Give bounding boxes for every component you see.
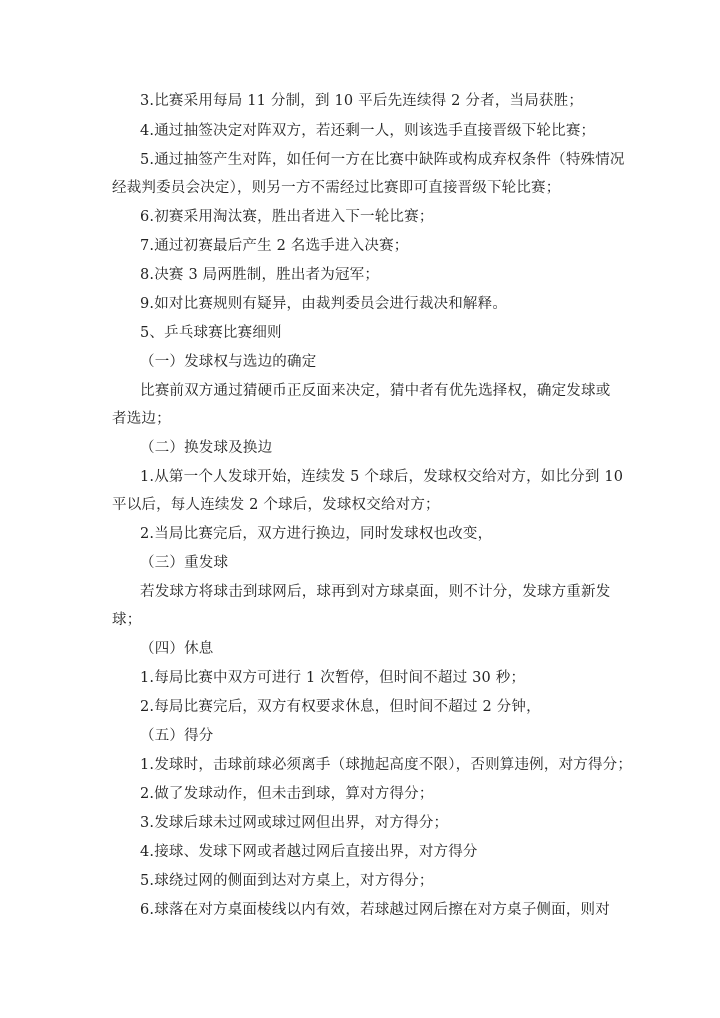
section-heading: 5、乒乓球赛比赛细则 <box>140 325 282 341</box>
paragraph-line-continued: 球； <box>112 612 142 628</box>
paragraph-line: 若发球方将球击到球网后，球再到对方球桌面，则不计分，发球方重新发 <box>140 584 611 600</box>
subsection-heading-1: （一）发球权与选边的确定 <box>140 354 317 370</box>
list-item: 1.每局比赛中双方可进行 1 次暂停，但时间不超过 30 秒； <box>140 670 526 686</box>
paragraph-line: 比赛前双方通过猜硬币正反面来决定，猜中者有优先选择权，确定发球或 <box>140 383 611 399</box>
rule-line-8: 8.决赛 3 局两胜制，胜出者为冠军； <box>140 267 380 283</box>
list-item: 2.做了发球动作，但未击到球，算对方得分； <box>140 786 434 802</box>
list-item: 5.球绕过网的侧面到达对方桌上，对方得分； <box>140 873 434 889</box>
list-item: 4.接球、发球下网或者越过网后直接出界，对方得分 <box>140 844 478 860</box>
list-item: 2.每局比赛完后，双方有权要求休息，但时间不超过 2 分钟， <box>140 699 541 715</box>
rule-line-4: 4.通过抽签决定对阵双方，若还剩一人，则该选手直接晋级下轮比赛； <box>140 123 596 139</box>
rule-line-5-continued: 经裁判委员会决定），则另一方不需经过比赛即可直接晋级下轮比赛； <box>112 180 561 196</box>
rule-line-5: 5.通过抽签产生对阵，如任何一方在比赛中缺阵或构成弃权条件（特殊情况 <box>140 152 625 168</box>
rule-line-3: 3.比赛采用每局 11 分制，到 10 平后先连续得 2 分者，当局获胜； <box>140 93 584 109</box>
rule-line-6: 6.初赛采用淘汰赛，胜出者进入下一轮比赛； <box>140 209 434 225</box>
list-item: 1.从第一个人发球开始，连续发 5 个球后，发球权交给对方，如比分到 10 <box>140 469 624 485</box>
list-item: 3.发球后球未过网或球过网但出界，对方得分； <box>140 815 449 831</box>
list-item: 1.发球时，击球前球必须离手（球抛起高度不限），否则算违例，对方得分； <box>140 757 633 773</box>
rule-line-9: 9.如对比赛规则有疑异，由裁判委员会进行裁决和解释。 <box>140 296 508 312</box>
list-item: 2.当局比赛完后，双方进行换边，同时发球权也改变， <box>140 526 493 542</box>
list-item: 6.球落在对方桌面棱线以内有效，若球越过网后擦在对方桌子侧面，则对 <box>140 902 610 918</box>
paragraph-line-continued: 者选边； <box>112 411 171 427</box>
subsection-heading-4: （四）休息 <box>140 641 214 657</box>
subsection-heading-3: （三）重发球 <box>140 555 229 571</box>
rule-line-7: 7.通过初赛最后产生 2 名选手进入决赛； <box>140 238 409 254</box>
list-item-continued: 平以后，每人连续发 2 个球后，发球权交给对方； <box>112 497 440 513</box>
subsection-heading-5: （五）得分 <box>140 728 214 744</box>
subsection-heading-2: （二）换发球及换边 <box>140 440 273 456</box>
